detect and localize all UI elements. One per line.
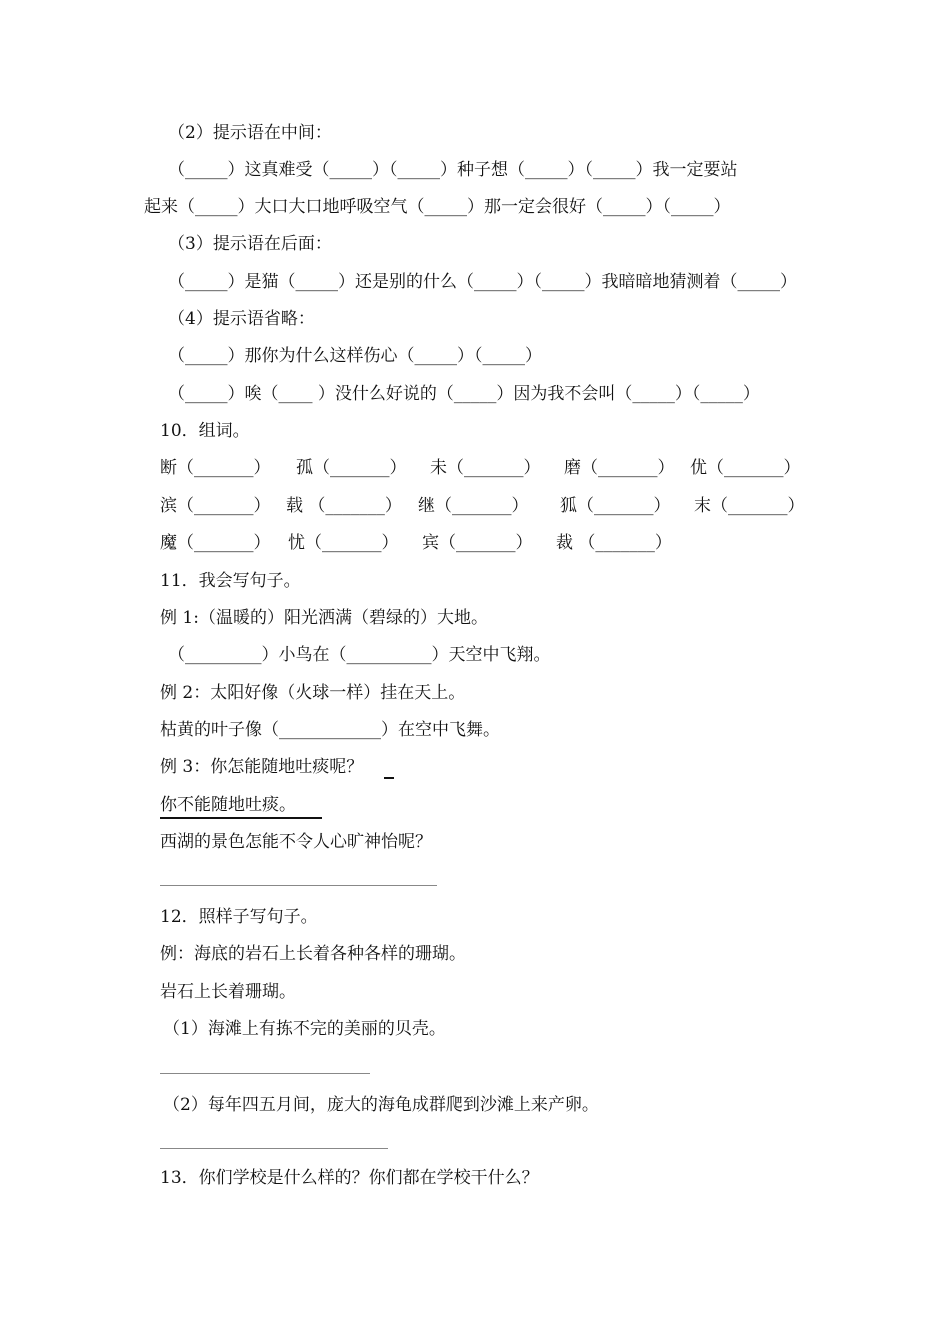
q9-part3-title: （3）提示语在后面：	[168, 234, 332, 254]
q11-task-3: 西湖的景色怎能不令人心旷神怡呢？	[160, 832, 432, 852]
q10-title: 10．组词。	[160, 421, 250, 441]
q12-title: 12．照样子写句子。	[160, 907, 318, 927]
q9-part4-line1: （_____）那你为什么这样伤心（_____）（_____）	[168, 346, 542, 366]
q10-word-blank: 魔（_______）	[160, 533, 271, 553]
q10-word-blank: 优（_______）	[690, 458, 801, 478]
q9-part2-line2: 起来（_____）大口大口地呼吸空气（_____）那一定会很好（_____）（_____）	[144, 197, 731, 217]
q10-word-blank: 载 （_______）	[286, 496, 402, 516]
q11-example-2: 例 2：太阳好像（火球一样）挂在天上。	[160, 683, 466, 703]
q9-part2-title: （2）提示语在中间：	[168, 123, 332, 143]
q10-word-blank: 狐（_______）	[560, 496, 671, 516]
q10-word-blank: 断（_______）	[160, 458, 271, 478]
answer-line	[160, 1073, 370, 1074]
q10-word-blank: 忧（_______）	[288, 533, 399, 553]
q10-word-blank: 未（_______）	[430, 458, 541, 478]
q13-title: 13．你们学校是什么样的？你们都在学校干什么？	[160, 1168, 539, 1188]
q11-example-1: 例 1:（温暖的）阳光洒满（碧绿的）大地。	[160, 608, 488, 628]
q10-word-blank: 裁 （_______）	[556, 533, 672, 553]
q11-task-1: （_________）小鸟在（__________）天空中飞翔。	[168, 645, 551, 665]
q9-part4-line2: （_____）唉（____ ）没什么好说的（_____）因为我不会叫（_____）（_____）	[168, 384, 760, 404]
q12-task-2: （2）每年四五月间，庞大的海龟成群爬到沙滩上来产卵。	[163, 1095, 599, 1115]
q12-example-answer: 岩石上长着珊瑚。	[160, 982, 296, 1002]
q12-task-1: （1）海滩上有拣不完的美丽的贝壳。	[163, 1019, 446, 1039]
q10-word-blank: 磨（_______）	[564, 458, 675, 478]
q10-word-blank: 宾（_______）	[422, 533, 533, 553]
q10-word-blank: 滨（_______）	[160, 496, 271, 516]
q12-example: 例：海底的岩石上长着各种各样的珊瑚。	[160, 944, 466, 964]
q9-part2-line1: （_____）这真难受（_____）（_____）种子想（_____）（_____）我一定要站	[168, 160, 738, 180]
answer-line	[160, 885, 437, 886]
answer-line	[160, 1148, 388, 1149]
q11-example-3-answer: 你不能随地吐痰。	[160, 795, 296, 815]
q9-part3-line1: （_____）是猫（_____）还是别的什么（_____）（_____）我暗暗地猜测着（_____）	[168, 272, 797, 292]
q10-word-blank: 继（_______）	[418, 496, 529, 516]
q11-title: 11．我会写句子。	[160, 571, 301, 591]
underline-mark	[384, 777, 394, 779]
q11-task-2: 枯黄的叶子像（____________）在空中飞舞。	[160, 720, 500, 740]
q9-part4-title: （4）提示语省略：	[168, 309, 315, 329]
q10-word-blank: 末（_______）	[694, 496, 805, 516]
answer-underline	[160, 817, 322, 819]
q11-example-3: 例 3：你怎能随地吐痰呢？	[160, 757, 364, 777]
q10-word-blank: 孤（_______）	[296, 458, 407, 478]
